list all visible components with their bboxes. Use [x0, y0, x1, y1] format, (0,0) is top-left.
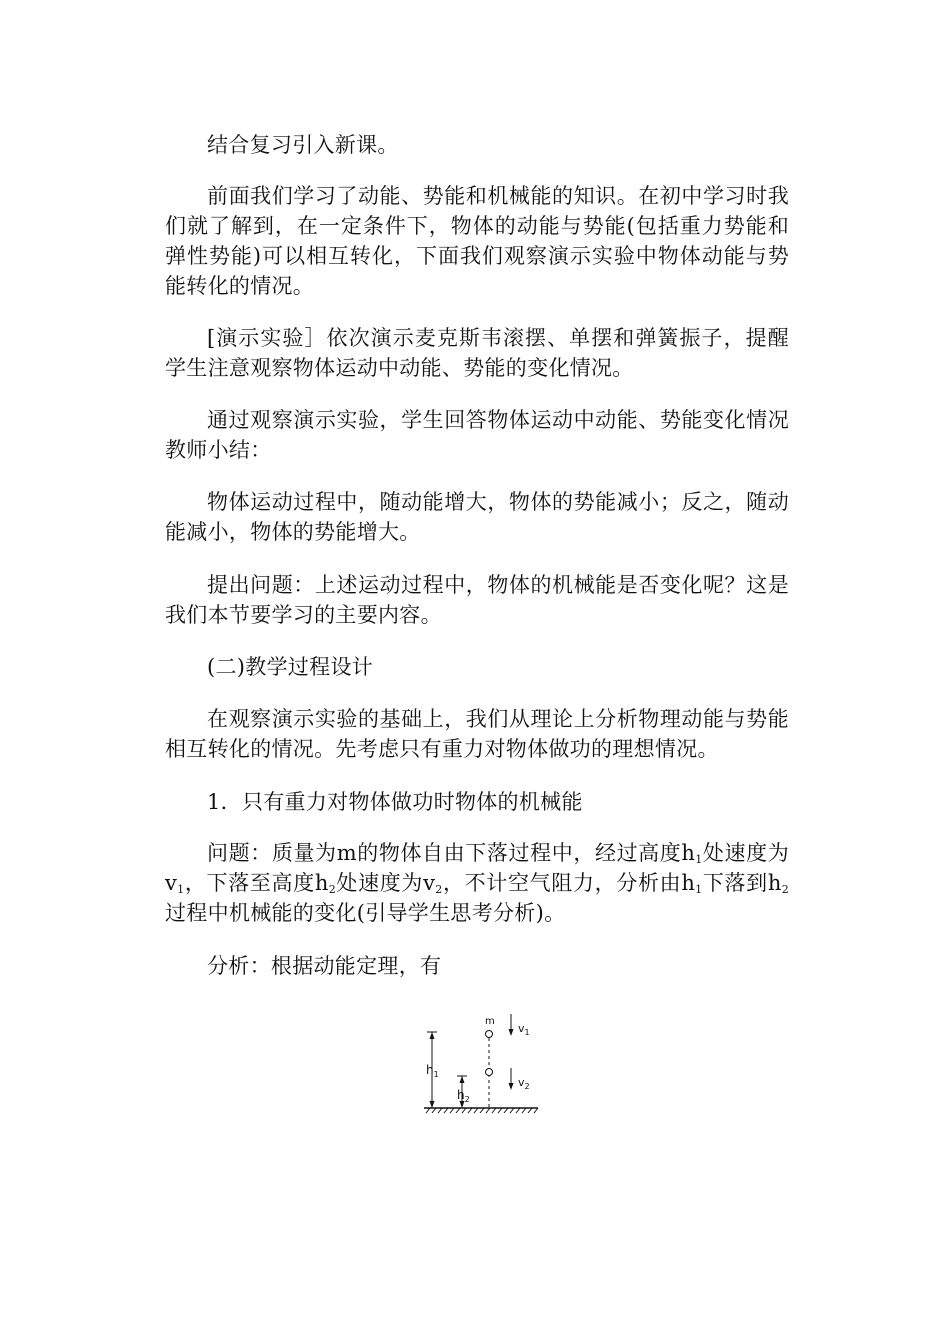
v1-label: $v_1$ [518, 1022, 530, 1037]
paragraph-analysis: 分析：根据动能定理，有 [207, 954, 442, 978]
free-fall-diagram [420, 1008, 544, 1128]
v2-arrow [509, 1068, 514, 1090]
mass-ball-upper [486, 1031, 493, 1038]
paragraph-summary: 物体运动过程中，随动能增大，物体的势能减小；反之，随动能减小，物体的势能增大。 [165, 490, 789, 544]
subsection-heading: 1．只有重力对物体做功时物体的机械能 [207, 790, 583, 814]
paragraph-demo: [演示实验］依次演示麦克斯韦滚摆、单摆和弹簧振子，提醒学生注意观察物体运动中动能、势能的变化情况。 [165, 326, 789, 380]
paragraph-question: 提出问题：上述运动过程中，物体的机械能是否变化呢？这是我们本节要学习的主要内容。 [165, 573, 789, 627]
mass-ball-lower [486, 1069, 493, 1076]
paragraph-observation: 通过观察演示实验，学生回答物体运动中动能、势能变化情况教师小结： [165, 408, 789, 462]
paragraph-review: 前面我们学习了动能、势能和机械能的知识。在初中学习时我们就了解到，在一定条件下，物体的动能与势能(包括重力势能和弹性势能)可以相互转化，下面我们观察演示实验中物体动能与势能转化的情况。 [165, 184, 789, 298]
h1-label: $h_1$ [426, 1063, 439, 1079]
ground-line [424, 1108, 538, 1113]
paragraph-intro: 结合复习引入新课。 [207, 133, 399, 157]
h2-label: $h_2$ [457, 1088, 470, 1104]
v1-arrow [509, 1014, 514, 1036]
paragraph-problem: 问题：质量为m的物体自由下落过程中，经过高度$h_1$处速度为$v_1$，下落至高度$h_2$处速度为$v_2$，不计空气阻力，分析由$h_1$下落到$h_2$过程中机械能的变化(引导学生思考分析)。 [165, 841, 789, 925]
section-heading: (二)教学过程设计 [207, 655, 374, 679]
paragraph-theory: 在观察演示实验的基础上，我们从理论上分析物理动能与势能相互转化的情况。先考虑只有重力对物体做功的理想情况。 [165, 707, 789, 761]
mass-label: m [485, 1016, 495, 1027]
v2-label: $v_2$ [518, 1076, 530, 1091]
